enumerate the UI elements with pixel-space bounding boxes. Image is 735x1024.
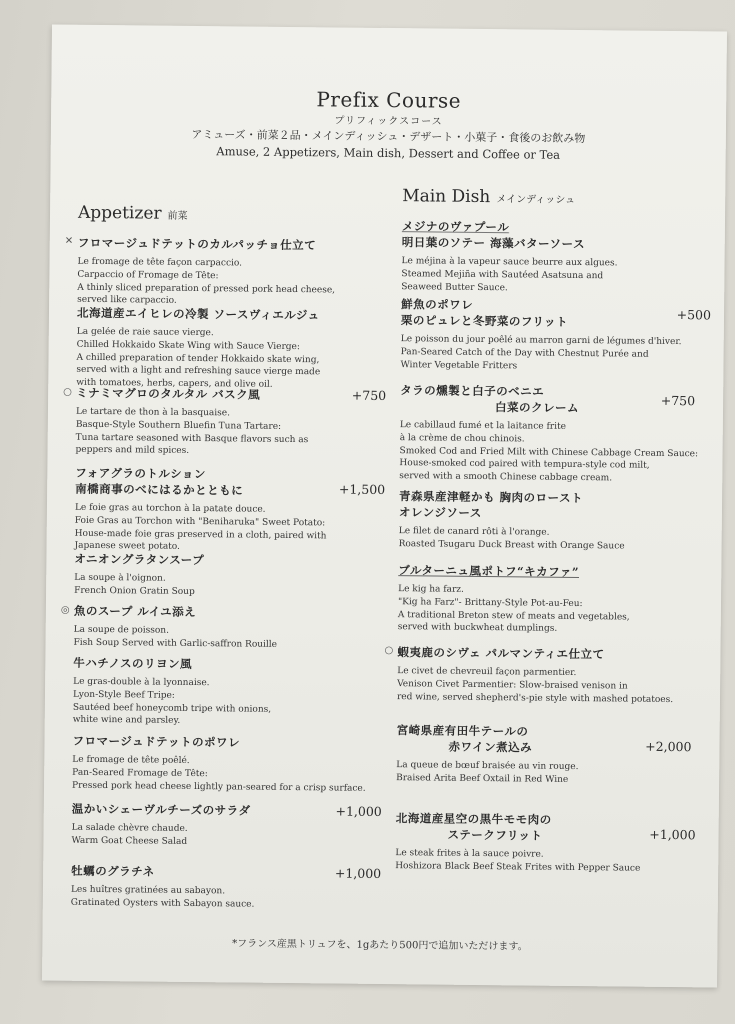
item-price: +1,000 (335, 803, 382, 819)
item-name: ブルターニュ風ポトフ“キカファ” (398, 563, 580, 580)
menu-item (60, 603, 394, 658)
item-english: Steamed Mejiña with Sautéed Asatsuna and (401, 269, 604, 282)
item-name-line2: ステークフリット (447, 827, 543, 843)
item-english: served like carpaccio. (77, 294, 177, 306)
item-french: Les huîtres gratinées au sabayon. (70, 884, 226, 897)
item-french: La gelée de raie sauce vierge. (76, 326, 214, 339)
menu-title: Prefix Course (316, 87, 462, 113)
item-name: オニオングラタンスープ (74, 551, 205, 568)
item-english: A chilled preparation of tender Hokkaido skate wing, (76, 352, 320, 365)
menu-item (384, 644, 718, 725)
item-english: Basque-Style Southern Bluefin Tuna Tartare: (75, 419, 282, 432)
item-english: served with a smooth Chinese cabbage cream. (399, 470, 613, 483)
item-name: メジナのヴァプール (401, 219, 510, 235)
course-description-en: Amuse, 2 Appetizers, Main dish, Dessert and Coffee or Tea (216, 144, 561, 162)
item-english: House-smoked cod paired with tempura-style cod milt, (399, 458, 650, 471)
item-french: Le cabillaud fumé et la laitance frite (399, 420, 566, 432)
item-name: 魚のスープ ルイユ添え (73, 603, 197, 620)
menu-item (396, 722, 717, 813)
item-english: French Onion Gratin Soup (74, 585, 195, 598)
item-price: +1,000 (334, 865, 382, 881)
item-french: Le poisson du jour poêlé au marron garni de légumes d'hiver. (400, 334, 682, 348)
item-english: Venison Civet Parmentier: Slow-braised venison in (397, 679, 628, 692)
item-name: 宮崎県産有田牛テールの (396, 723, 529, 739)
item-english: with tomatoes, herbs, capers, and olive oil. (76, 377, 273, 390)
item-english: Pan-Seared Catch of the Day with Chestnut Purée and (400, 347, 649, 360)
menu-item (399, 382, 720, 491)
item-english: Roasted Tsugaru Duck Breast with Orange Sauce (398, 539, 625, 552)
item-french: Le tartare de thon à la basquaise. (75, 406, 231, 419)
item-name-line2: 栗のピュレと冬野菜のフリット (400, 313, 569, 329)
item-english: Pressed pork head cheese lightly pan-seared for a crisp surface. (72, 780, 366, 794)
item-price: +1,500 (338, 481, 386, 498)
item-name: フォアグラのトルション (75, 465, 206, 482)
item-name: 北海道産星空の黒牛モモ肉の (395, 811, 552, 827)
item-english: House-made foie gras preserved in a cloth, paired with (74, 528, 327, 541)
truffle-footnote: *フランス産黒トリュフを、1gあたり500円で追加いただけます。 (232, 938, 528, 953)
menu-item (63, 385, 396, 468)
menu-item (398, 488, 719, 565)
item-english: A traditional Breton stew of meats and vegetables, (397, 609, 630, 623)
item-english: Gratinated Oysters with Sabayon sauce. (70, 897, 255, 910)
item-french: La soupe à l'oignon. (74, 572, 166, 584)
item-english: "Kig ha Farz"- Brittany-Style Pot-au-Feu: (397, 597, 583, 610)
menu-item (73, 655, 394, 736)
check-mark-icon: ✕ (64, 235, 74, 247)
item-name-line2: 白菜のクレーム (494, 400, 580, 416)
item-english: Tuna tartare seasoned with Basque flavors such as (75, 432, 309, 445)
item-french: La salade chèvre chaude. (71, 822, 188, 834)
item-name: ミナミマグロのタルタル バスク風 (76, 385, 261, 402)
item-english: red wine, served shepherd's-pie style with mashed potatoes. (396, 691, 674, 705)
item-english: Winter Vegetable Fritters (400, 359, 518, 371)
menu-item (395, 810, 716, 883)
item-french: Le fromage de tête façon carpaccio. (77, 256, 243, 269)
item-english: served with buckwheat dumplings. (397, 622, 558, 634)
item-english: Pan-Seared Fromage de Tête: (72, 767, 208, 780)
item-price: +750 (660, 392, 696, 409)
item-english: Braised Arita Beef Oxtail in Red Wine (396, 773, 569, 785)
menu-item (400, 296, 721, 385)
item-french: Le gras-double à la lyonnaise. (73, 676, 210, 689)
double-circle-mark-icon: ◎ (60, 604, 70, 616)
item-french: Le méjina à la vapeur sauce beurre aux algues. (401, 256, 618, 269)
menu-item (72, 733, 393, 804)
item-french: Le civet de chevreuil façon parmentier. (397, 666, 577, 679)
menu-item (64, 235, 398, 308)
item-english: Sautéed beef honeycomb tripe with onions, (72, 702, 272, 715)
item-name-line2: 南橋商事のべにはるかとともに (75, 481, 244, 498)
item-price: +2,000 (645, 738, 692, 755)
menu-item (401, 218, 722, 299)
main-dish-column (384, 186, 722, 883)
appetizer-column (60, 202, 398, 918)
menu-item (76, 305, 397, 388)
circle-mark-icon: ○ (384, 645, 394, 657)
item-french: La queue de bœuf braisée au vin rouge. (396, 760, 579, 773)
item-price: +1,000 (649, 826, 696, 843)
item-name: 鮮魚のポワレ (401, 297, 474, 312)
item-price: +750 (351, 387, 387, 404)
item-name: タラの燻製と白子のベニエ (400, 383, 545, 399)
item-name: 青森県産津軽かも 胸肉のロースト (399, 489, 584, 506)
item-english: Warm Goat Cheese Salad (71, 835, 188, 847)
item-english: Carpaccio of Fromage de Tête: (77, 269, 219, 282)
item-english: Japanese sweet potato. (74, 540, 181, 552)
menu-item (71, 801, 392, 866)
item-price: +500 (676, 307, 712, 323)
item-english: Lyon-Style Beef Tripe: (72, 689, 175, 701)
circle-mark-icon: ○ (63, 386, 72, 398)
item-name: 牛ハチノスのリヨン風 (73, 655, 193, 671)
item-english: Smoked Cod and Fried Milt with Chinese Cabbage Cream Sauce: (399, 445, 699, 459)
item-name: 牡蠣のグラチネ (71, 863, 155, 879)
menu-item (74, 551, 395, 606)
menu-item (398, 562, 719, 647)
item-name: フロマージュドテットのポワレ (72, 733, 241, 750)
menu-card (42, 24, 727, 987)
menu-item (75, 465, 396, 554)
item-english: white wine and parsley. (72, 714, 181, 726)
item-french: Le foie gras au torchon à la patate douce. (74, 502, 266, 515)
item-name: 北海道産エイヒレの冷製 ソースヴィエルジュ (76, 305, 320, 323)
item-english: Chilled Hokkaido Skate Wing with Sauce Vierge: (76, 339, 301, 353)
item-english: served with a light and refreshing sauce vierge made (76, 364, 321, 378)
item-english: Fish Soup Served with Garlic-saffron Rouille (73, 637, 278, 650)
item-english: Seaweed Butter Sauce. (401, 281, 508, 293)
item-french: à la crème de chou chinois. (399, 433, 525, 445)
item-english: A thinly sliced preparation of pressed pork head cheese, (77, 282, 336, 295)
item-french: La soupe de poisson. (73, 624, 170, 636)
item-english: peppers and mild spices. (75, 444, 190, 456)
item-french: Le steak frites à la sauce poivre. (395, 848, 544, 860)
item-french: Le kig ha farz. (398, 584, 464, 595)
item-name: フロマージュドテットのカルパッチョ仕立て (77, 235, 317, 253)
item-name: 温かいシェーヴルチーズのサラダ (71, 801, 251, 818)
course-description-ja: アミューズ・前菜２品・メインディッシュ・デザート・小菓子・食後のお飲み物 (191, 127, 586, 146)
item-name-line2: 明日葉のソテー 海藻バターソース (401, 235, 586, 252)
appetizer-heading: Appetizer 前菜 (77, 202, 188, 224)
item-french: Le filet de canard rôti à l'orange. (398, 526, 550, 538)
item-name: 蝦夷鹿のシヴェ パルマンティエ仕立て (397, 645, 605, 662)
item-name-line2: オレンジソース (398, 505, 482, 521)
item-name-line2: 赤ワイン煮込み (448, 739, 533, 755)
item-english: Foie Gras au Torchon with "Beniharuka" Sweet Potato: (74, 515, 326, 529)
menu-item (71, 863, 392, 918)
main-dish-heading: Main Dish メインディッシュ (402, 186, 576, 208)
item-french: Le fromage de tête poêlé. (72, 754, 190, 766)
item-english: Hoshizora Black Beef Steak Frites with Pepper Sauce (395, 861, 641, 874)
menu-title-ja: プリフィックスコース (334, 115, 443, 128)
